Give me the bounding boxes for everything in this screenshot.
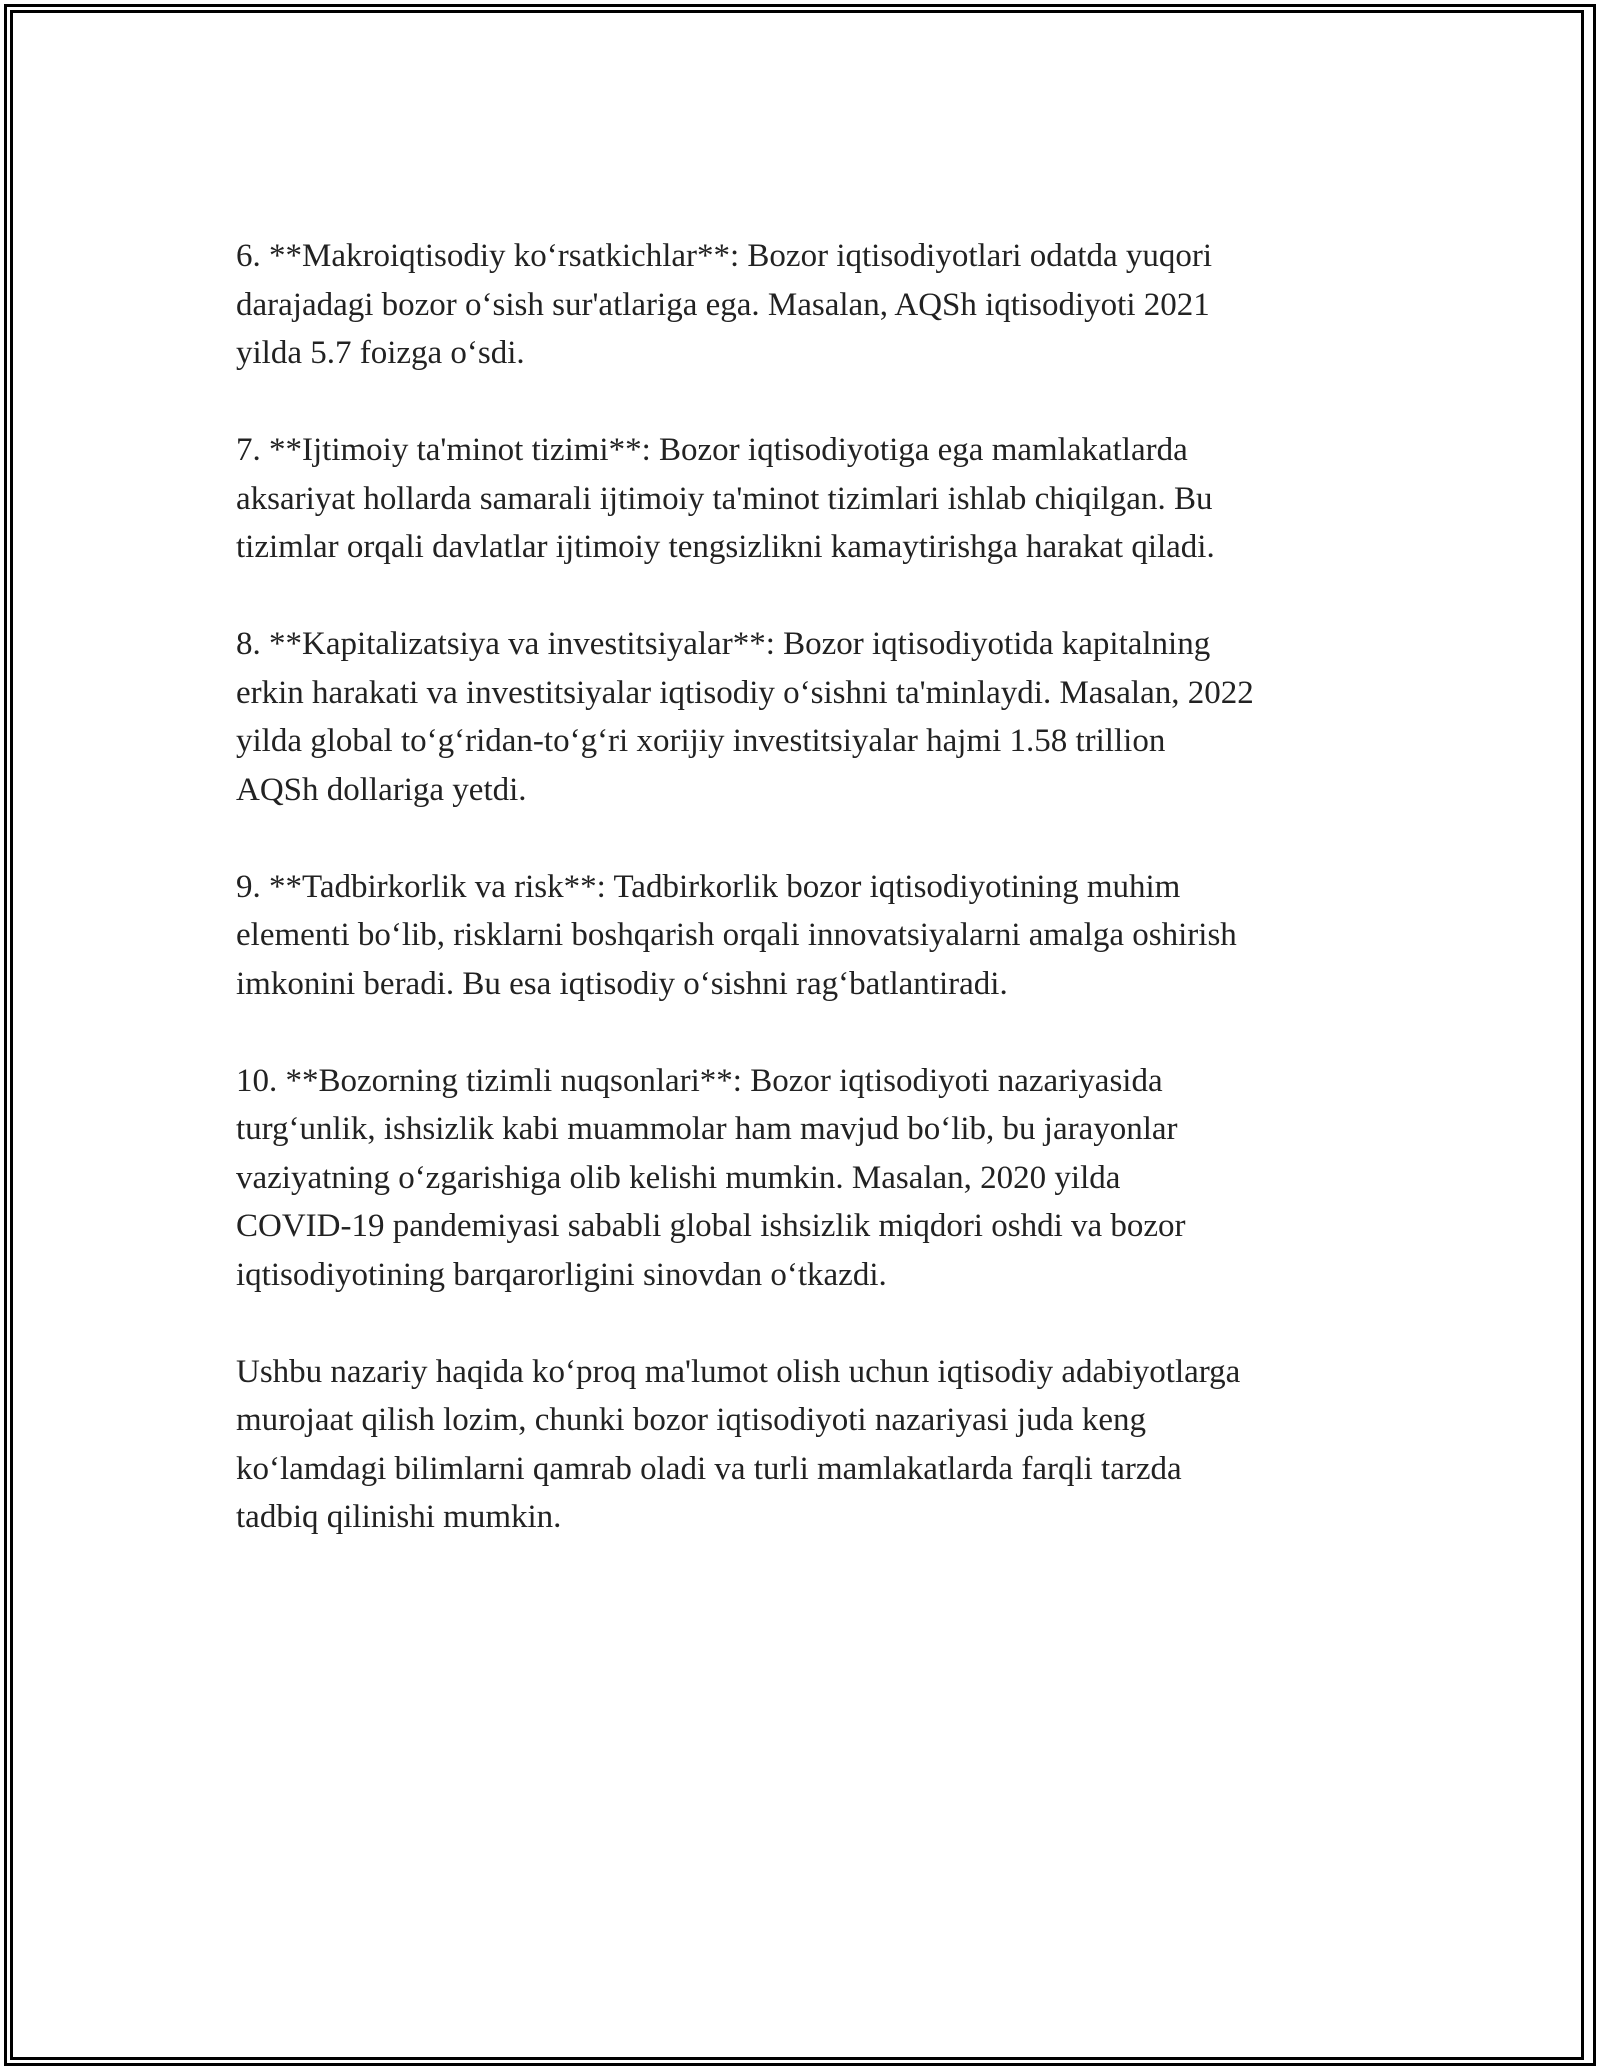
paragraph-item-8: 8. **Kapitalizatsiya va investitsiyalar**: Bozor iqtisodiyotida kapitalning erkin harakati va investitsiyalar iqtisodiy o‘sishni ta'minlaydi. Masalan, 2022 yilda global to‘g‘ridan-to‘g‘ri xorijiy investitsiyalar hajmi 1.58 trillion AQSh dollariga yetdi. — [236, 626, 1254, 808]
paragraph-item-9: 9. **Tadbirkorlik va risk**: Tadbirkorlik bozor iqtisodiyotining muhim elementi bo‘lib, risklarni boshqarish orqali innovatsiyalarni amalga oshirish imkonini beradi. Bu esa iqtisodiy o‘sishni rag‘batlantiradi. — [236, 868, 1237, 1002]
document-body — [236, 232, 1386, 1590]
paragraph-item-6: 6. **Makroiqtisodiy ko‘rsatkichlar**: Bozor iqtisodiyotlari odatda yuqori darajadagi bozor o‘sish sur'atlariga ega. Masalan, AQSh iqtisodiyoti 2021 yilda 5.7 foizga o‘sdi. — [236, 238, 1213, 371]
paragraph-item-10: 10. **Bozorning tizimli nuqsonlari**: Bozor iqtisodiyoti nazariyasida turg‘unlik, ishsizlik kabi muammolar ham mavjud bo‘lib, bu jarayonlar vaziyatning o‘zgarishiga olib kelishi mumkin. Masalan, 2020 yilda COVID-19 pandemiyasi sababli global ishsizlik miqdori oshdi va bozor iqtisodiyotining barqarorligini sinovdan o‘tkazdi. — [236, 1062, 1186, 1293]
paragraph-conclusion: Ushbu nazariy haqida ko‘proq ma'lumot olish uchun iqtisodiy adabiyotlarga murojaat qilish lozim, chunki bozor iqtisodiyoti nazariyasi juda keng ko‘lamdagi bilimlarni qamrab oladi va turli mamlakatlarda farqli tarzda tadbiq qilinishi mumkin. — [236, 1353, 1241, 1535]
paragraph-item-7: 7. **Ijtimoiy ta'minot tizimi**: Bozor iqtisodiyotiga ega mamlakatlarda aksariyat hollarda samarali ijtimoiy ta'minot tizimlari ishlab chiqilgan. Bu tizimlar orqali davlatlar ijtimoiy tengsizlikni kamaytirishga harakat qiladi. — [236, 432, 1215, 565]
